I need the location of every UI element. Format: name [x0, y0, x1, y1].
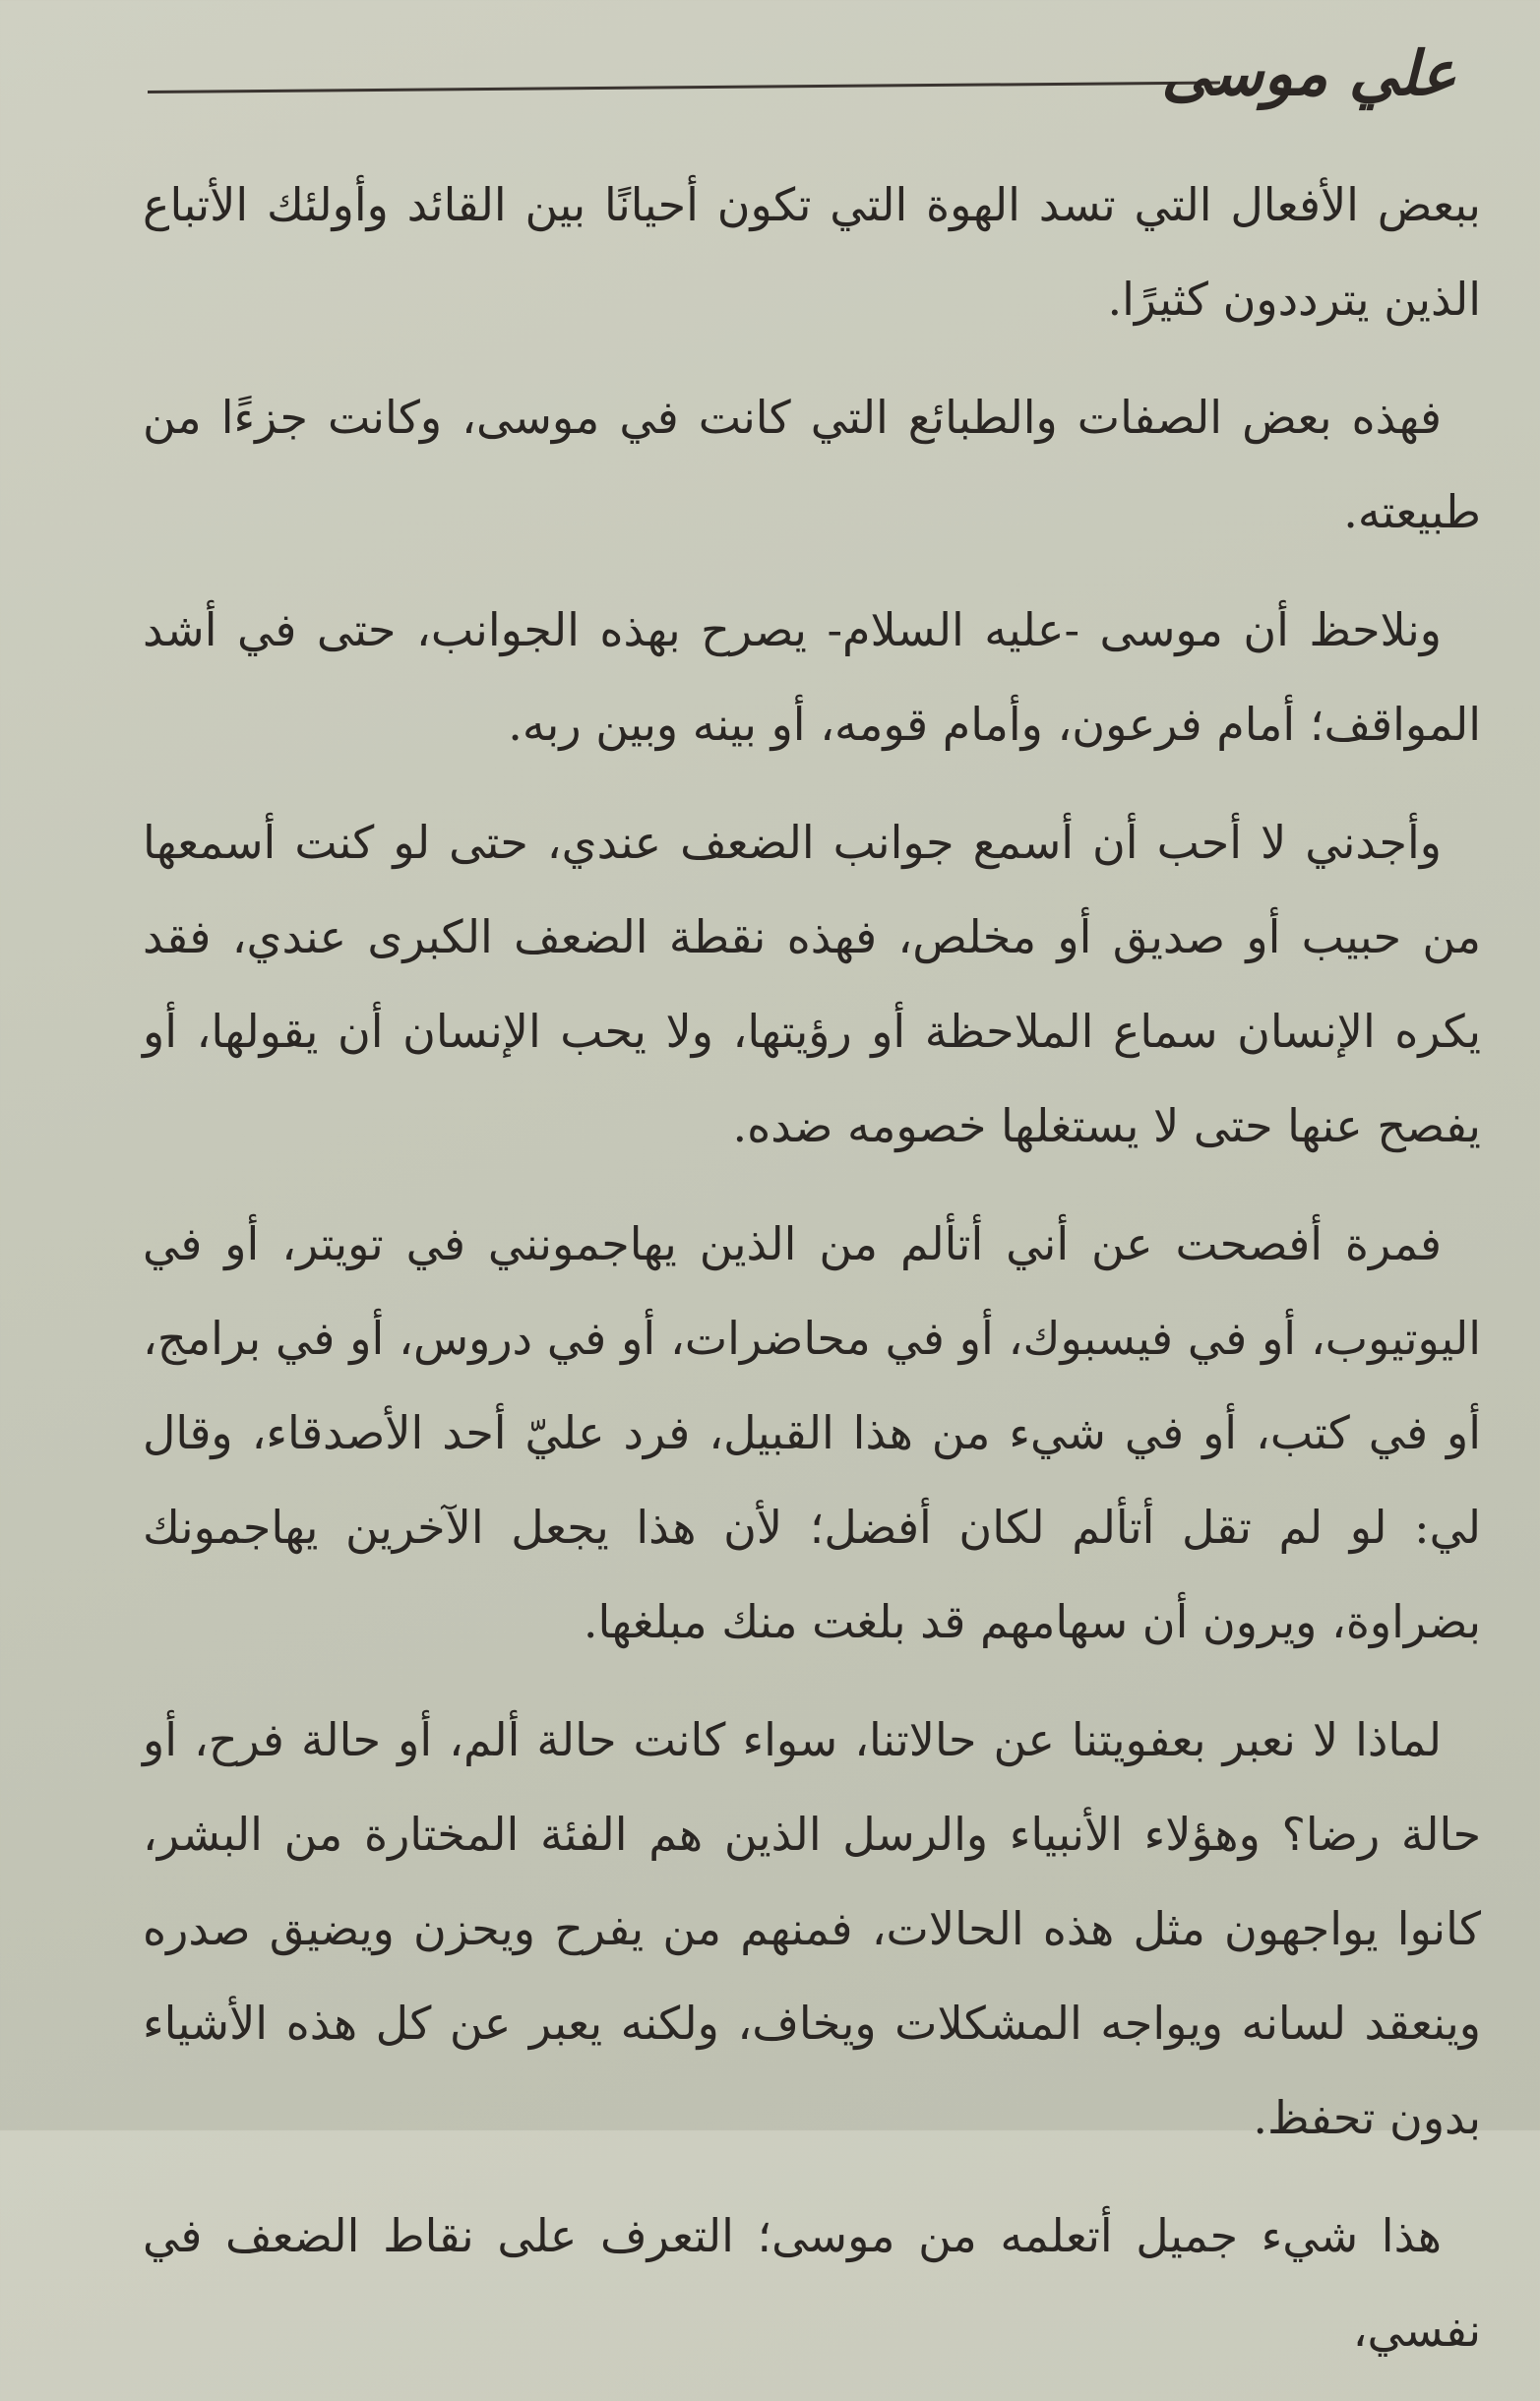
body-text	[143, 157, 1481, 2401]
header-rule	[148, 81, 1220, 93]
paragraph-4: وأجدني لا أحب أن أسمع جوانب الضعف عندي، حتى لو كنت أسمعها من حبيب أو صديق أو مخلص، فهذه نقطة الضعف الكبرى عندي، فقد يكره الإنسان سماع الملاحظة أو رؤيتها، ولا يحب الإنسان أن يقولها، أو يفصح عنها حتى لا يستغلها خصومه ضده.	[143, 816, 1481, 1152]
paragraph-6: لماذا لا نعبر بعفويتنا عن حالاتنا، سواء كانت حالة ألم، أو حالة فرح، أو حالة رضا؟ وهؤلاء الأنبياء والرسل الذين هم الفئة المختارة من البشر، كانوا يواجهون مثل هذه الحالات، فمنهم من يفرح ويحزن ويضيق صدره وينعقد لسانه ويواجه المشكلات ويخاف، ولكنه يعبر عن كل هذه الأشياء بدون تحفظ.	[143, 1713, 1481, 2144]
paragraph-3: ونلاحظ أن موسى -عليه السلام- يصرح بهذه الجوانب، حتى في أشد المواقف؛ أمام فرعون، وأمام قومه، أو بينه وبين ربه.	[143, 603, 1481, 751]
paragraph-1: ببعض الأفعال التي تسد الهوة التي تكون أحيانًا بين القائد وأولئك الأتباع الذين يترددون كثيرًا.	[143, 178, 1481, 326]
paragraph-7: هذا شيء جميل أتعلمه من موسى؛ التعرف على نقاط الضعف في نفسي،	[143, 2209, 1481, 2357]
page-header	[148, 30, 1456, 118]
paragraph-2: فهذه بعض الصفات والطبائع التي كانت في موسى، وكانت جزءًا من طبيعته.	[143, 391, 1481, 538]
paragraph-5: فمرة أفصحت عن أني أتألم من الذين يهاجمونني في تويتر، أو في اليوتيوب، أو في فيسبوك، أو في محاضرات، أو في دروس، أو في برامج، أو في كتب، أو في شيء من هذا القبيل، فرد عليّ أحد الأصدقاء، وقال لي: لو لم تقل أتألم لكان أفضل؛ لأن هذا يجعل الآخرين يهاجمونك بضراوة، ويرون أن سهامهم قد بلغت منك مبلغها.	[143, 1217, 1481, 1648]
running-title: علي موسى	[1161, 37, 1456, 109]
